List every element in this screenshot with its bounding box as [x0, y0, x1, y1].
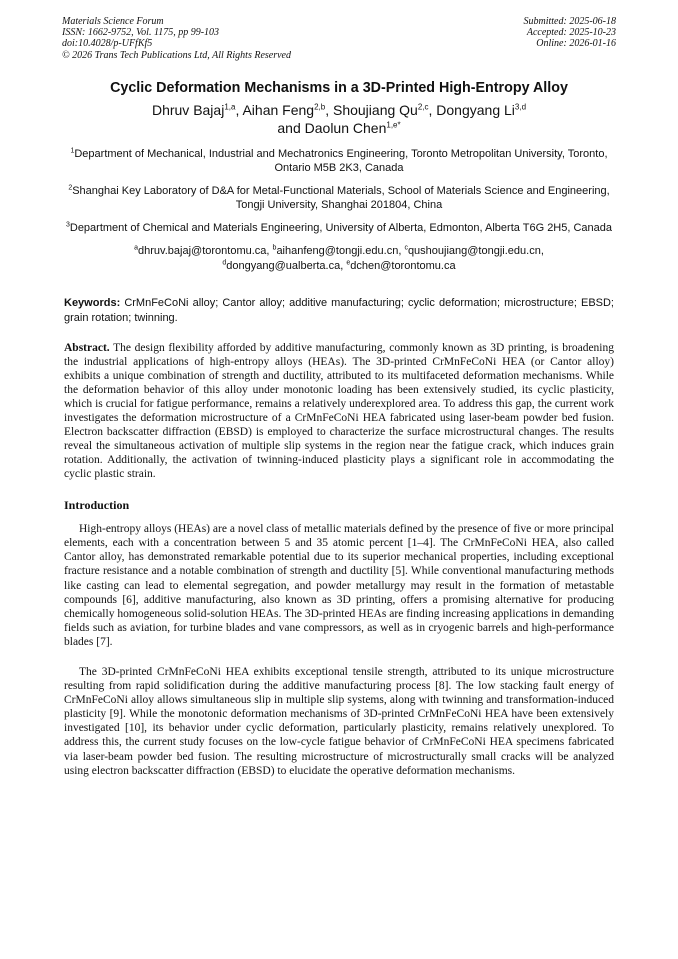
email-link[interactable]: aihanfeng@tongji.edu.cn [276, 245, 399, 258]
affiliation-3 [64, 221, 614, 236]
email-link[interactable]: dhruv.bajaj@torontomu.ca [138, 245, 267, 258]
author-name: Dongyang Li [436, 101, 515, 118]
author-affil-sup: 3,d [514, 102, 527, 112]
email-list [64, 244, 614, 273]
section-heading-introduction: Introduction [64, 498, 130, 513]
journal-header [62, 16, 616, 61]
author-line-2 [64, 119, 614, 137]
author-affil-sup: 1,a [224, 102, 236, 112]
keywords-label: Keywords: [64, 297, 121, 310]
email-link[interactable]: dchen@torontomu.ca [350, 259, 456, 272]
affiliation-sup: 3 [65, 221, 70, 229]
affiliation-text: Department of Mechanical, Industrial and Mechatronics Engineering, Toronto Metropolitan University, Toronto, Ontario M5B 2K3, Canada [74, 147, 608, 175]
author-name: Dhruv Bajaj [151, 101, 225, 118]
abstract-label: Abstract. [64, 342, 110, 355]
journal-doi[interactable]: doi:10.4028/p-UFfKf5 [62, 38, 153, 50]
abstract-text: The design flexibility afforded by additive manufacturing, commonly known as 3D printing, is broadening the industrial applications of high-entropy alloys (HEAs). The 3D-printed CrMnFeCoNi HEA (or Cantor alloy) exhibits a unique combination of strength and ductility, attributed to its multifaceted deformation mechanisms. While the deformation behavior of this alloy under monotonic loading has been extensively studied, its cyclic plasticity, which is crucial for fatigue performance, remains a relatively underexplored area. To address this gap, the current work investigates the deformation microstructure of a CrMnFeCoNi HEA fabricated using laser-beam powder bed fusion. Electron backscatter diffraction (EBSD) is employed to characterize the surface microstructural changes. The results reveal the simultaneous activation of multiple slip systems in the region near the fatigue crack, which induces grain rotation. Additionally, the activation of twinning-induced plasticity plays a significant role in accommodating the cyclic plastic strain. [64, 342, 614, 481]
author-list [64, 101, 614, 137]
email-line-1: $^a$dhruv.bajaj@torontomu.ca, $^b$aihanfeng@tongji.edu.cn, $^c$qushoujiang@tongji.edu.cn, [134, 244, 544, 258]
journal-info [62, 16, 291, 61]
email-line-2: $^d$dongyang@ualberta.ca, $^e$dchen@torontomu.ca [222, 259, 456, 272]
author-name: and Daolun Chen [277, 119, 387, 136]
affiliation-text: Department of Chemical and Materials Engineering, University of Alberta, Edmonton, Alberta T6G 2H5, Canada [69, 221, 613, 234]
author-name: Shoujiang Qu [332, 101, 418, 118]
author-affil-sup: 1,e* [386, 120, 401, 130]
intro-paragraph-2: The 3D-printed CrMnFeCoNi HEA exhibits exceptional tensile strength, attributed to its unique microstructure resulting from rapid solidification during the additive manufacturing process [8]. The low stacking fault energy of CrMnFeCoNi alloy allows simultaneous slip in multiple slip systems, along with twinning and transformation-induced plasticity [9]. While the monotonic deformation mechanisms of 3D-printed CrMnFeCoNi HEA have been extensively investigated [10], its behavior under cyclic deformation, particularly plasticity, remains relatively unexplored. To address this, the current study focuses on the low-cycle fatigue behavior of CrMnFeCoNi HEA specimens fabricated via laser-beam powder bed fusion. The resulting microstructure of microstructurally small cracks will be analyzed using electron backscatter diffraction (EBSD) to elucidate the operative deformation mechanisms. [64, 665, 614, 777]
journal-copyright: © 2026 Trans Tech Publications Ltd, All Rights Reserved [62, 49, 291, 61]
submitted-date: Submitted: 2025-06-18 [523, 16, 616, 27]
author-affil-sup: 2,b [314, 102, 326, 112]
affiliation-text: Shanghai Key Laboratory of D&A for Metal-Functional Materials, School of Materials Science and Engineering, Tongji University, Shanghai 201804, China [72, 184, 610, 212]
keywords-text: CrMnFeCoNi alloy; Cantor alloy; additive manufacturing; cyclic deformation; microstructure; EBSD; grain rotation; twinning. [64, 297, 614, 324]
intro-paragraph-1: High-entropy alloys (HEAs) are a novel class of metallic materials defined by the presence of five or more principal elements, each with a concentration between 5 and 35 atomic percent [1–4]. The CrMnFeCoNi HEA, also called Cantor alloy, has demonstrated remarkable potential due to its superior mechanical properties, including exceptional fracture resistance and a notable combination of strength and ductility [5]. While conventional manufacturing methods like casting can lead to elemental segregation, and powder metallurgy may result in the formation of metastable compounds [6], additive manufacturing, also known as 3D printing, offers a promising alternative for producing chemically homogeneous solid-solution HEAs. The 3D-printed HEAs are finding increasing applications in demanding fields such as aviation, for turbine blades and vane compressors, as well as in cryogenic barrels and high-performance blades [7]. [64, 523, 614, 648]
email-link[interactable]: qushoujiang@tongji.edu.cn, [407, 245, 544, 258]
affiliation-1 [64, 147, 614, 176]
keywords-block [64, 296, 614, 325]
author-line-1: Dhruv Bajaj$^{1,a}$, Aihan Feng$^{2,b}$, Shoujiang Qu$^{2,c}$, Dongyang Li$^{3,d}$ [151, 101, 527, 118]
online-date: Online: 2026-01-16 [536, 38, 616, 50]
abstract-block [64, 341, 614, 481]
email-link[interactable]: dongyang@ualberta.ca [226, 259, 341, 272]
affiliation-sup: 2 [68, 184, 73, 192]
journal-name: Materials Science Forum [62, 16, 164, 27]
paper-title: Cyclic Deformation Mechanisms in a 3D-Printed High-Entropy Alloy [110, 79, 568, 96]
submission-dates [524, 16, 617, 61]
affiliation-sup: 1 [70, 147, 75, 155]
affiliation-2 [64, 184, 614, 213]
author-affil-sup: 2,c [417, 102, 429, 112]
accepted-date: Accepted: 2025-10-23 [526, 27, 616, 39]
journal-issn: ISSN: 1662-9752, Vol. 1175, pp 99-103 [62, 27, 220, 39]
author-name: Aihan Feng [242, 101, 315, 118]
